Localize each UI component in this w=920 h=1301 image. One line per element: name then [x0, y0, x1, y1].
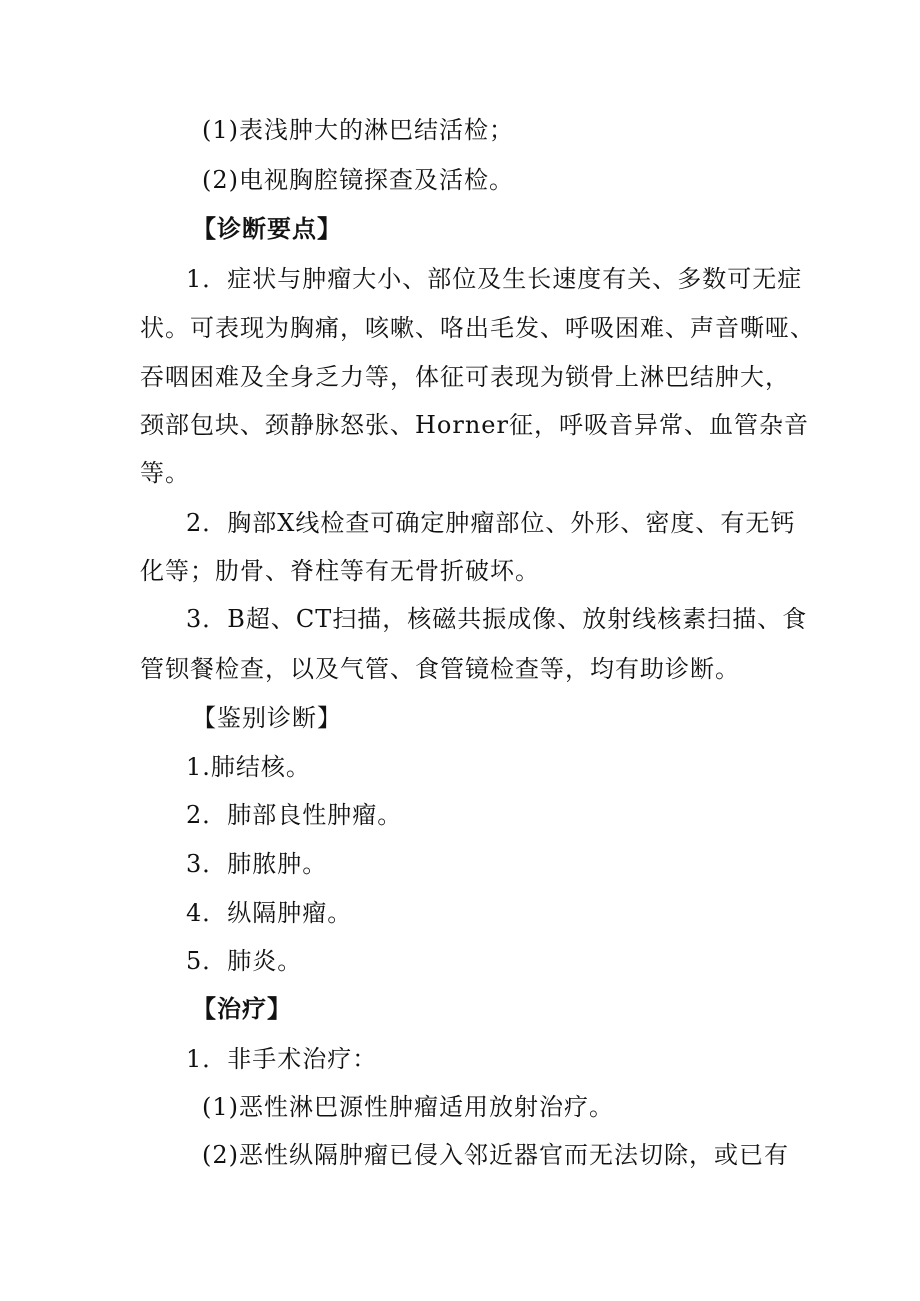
section-heading-treatment: 【治疗】: [192, 995, 292, 1023]
paragraph-line: 化等；肋骨、脊柱等有无骨折破坏。: [140, 557, 540, 585]
list-item: 2．肺部良性肿瘤。: [186, 801, 403, 829]
list-item: 1.肺结核。: [186, 753, 311, 781]
section-heading-diagnosis-points: 【诊断要点】: [192, 215, 342, 243]
list-item-thoracoscopy: (2)电视胸腔镜探查及活检。: [202, 166, 514, 194]
list-item: (2)恶性纵隔肿瘤已侵入邻近器官而无法切除，或已有: [202, 1141, 789, 1169]
list-item-surface-lymph-biopsy: (1)表浅肿大的淋巴结活检；: [202, 116, 514, 144]
paragraph-line: 管钡餐检查，以及气管、食管镜检查等，均有助诊断。: [140, 655, 740, 683]
paragraph-line: 2．胸部X线检查可确定肿瘤部位、外形、密度、有无钙: [186, 509, 796, 537]
paragraph-line: 颈部包块、颈静脉怒张、Horner征，呼吸音异常、血管杂音: [140, 411, 809, 439]
paragraph-line: 1．症状与肿瘤大小、部位及生长速度有关、多数可无症: [186, 265, 803, 293]
paragraph-line: 等。: [140, 459, 190, 487]
list-item: 3．肺脓肿。: [186, 850, 328, 878]
list-item: 5．肺炎。: [186, 947, 303, 975]
list-item: 4．纵隔肿瘤。: [186, 899, 353, 927]
paragraph-line: 3．B超、CT扫描，核磁共振成像、放射线核素扫描、食: [186, 605, 808, 633]
paragraph-line: 吞咽困难及全身乏力等，体征可表现为锁骨上淋巴结肿大，: [140, 363, 790, 391]
list-item: 1．非手术治疗：: [186, 1045, 378, 1073]
list-item: (1)恶性淋巴源性肿瘤适用放射治疗。: [202, 1093, 614, 1121]
paragraph-line: 状。可表现为胸痛，咳嗽、咯出毛发、呼吸困难、声音嘶哑、: [140, 314, 815, 342]
section-heading-differential-diagnosis: 【鉴别诊断】: [192, 704, 342, 732]
